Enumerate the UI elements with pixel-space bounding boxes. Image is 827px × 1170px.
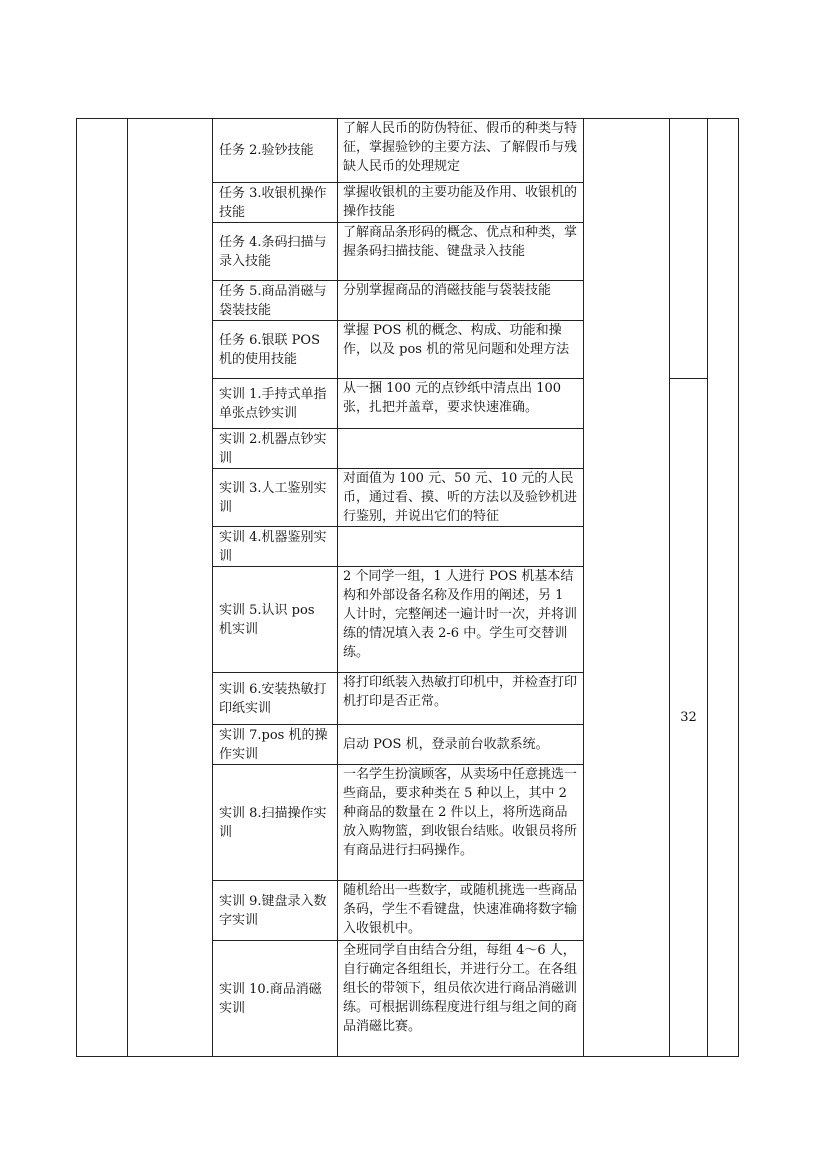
description-cell: 对面值为 100 元、50 元、10 元的人民币，通过看、摸、听的方法以及验钞机进行鉴别，并说出它们的特征 <box>338 469 584 527</box>
description-cell: 了解商品条形码的概念、优点和种类，掌握条码扫描技能、键盘录入技能 <box>338 223 584 281</box>
description-cell: 掌握 POS 机的概念、构成、功能和操作，以及 pos 机的常见问题和处理方法 <box>338 321 584 379</box>
task-cell: 实训 3.人工鉴别实训 <box>213 469 338 527</box>
description-cell: 分别掌握商品的消磁技能与袋装技能 <box>338 281 584 321</box>
description-cell: 将打印纸装入热敏打印机中，并检查打印机打印是否正常。 <box>338 673 584 725</box>
remarks-cell <box>708 119 739 1057</box>
task-cell: 实训 5.认识 pos 机实训 <box>213 567 338 673</box>
description-cell: 启动 POS 机，登录前台收款系统。 <box>338 725 584 765</box>
description-cell: 掌握收银机的主要功能及作用、收银机的操作技能 <box>338 183 584 223</box>
task-cell: 任务 3.收银机操作技能 <box>213 183 338 223</box>
description-cell: 了解人民币的防伪特征、假币的种类与特征，掌握验钞的主要方法、了解假币与残缺人民币的处理规定 <box>338 119 584 183</box>
description-cell: 2 个同学一组，1 人进行 POS 机基本结构和外部设备名称及作用的阐述，另 1 人计时，完整阐述一遍计时一次，并将训练的情况填入表 2-6 中。学生可交替训练。 <box>338 567 584 673</box>
task-cell: 实训 9.键盘录入数字实训 <box>213 881 338 941</box>
description-cell <box>338 527 584 567</box>
task-cell: 实训 10.商品消磁实训 <box>213 941 338 1057</box>
theory-hours-cell <box>670 119 708 379</box>
description-cell: 全班同学自由结合分组，每组 4～6 人，自行确定各组组长，并进行分工。在各组组长的带领下，组员依次进行商品消磁训练。可根据训练程度进行组与组之间的商品消磁比赛。 <box>338 941 584 1057</box>
task-cell: 实训 7.pos 机的操作实训 <box>213 725 338 765</box>
practice-hours-cell: 32 <box>670 379 708 1057</box>
task-cell: 实训 1.手持式单指单张点钞实训 <box>213 379 338 429</box>
task-cell: 任务 6.银联 POS 机的使用技能 <box>213 321 338 379</box>
task-cell: 实训 6.安装热敏打印纸实训 <box>213 673 338 725</box>
method-cell <box>584 119 670 1057</box>
description-cell: 从一捆 100 元的点钞纸中清点出 100 张，扎把并盖章，要求快速准确。 <box>338 379 584 429</box>
task-cell: 任务 5.商品消磁与袋装技能 <box>213 281 338 321</box>
task-cell: 实训 8.扫描操作实训 <box>213 765 338 881</box>
description-cell <box>338 429 584 469</box>
module-cell <box>77 119 128 1057</box>
table-row <box>77 119 739 183</box>
course-content-table <box>76 118 739 1057</box>
task-cell: 任务 4.条码扫描与录入技能 <box>213 223 338 281</box>
project-cell <box>128 119 213 1057</box>
description-cell: 随机给出一些数字，或随机挑选一些商品条码，学生不看键盘，快速准确将数字输入收银机中。 <box>338 881 584 941</box>
task-cell: 实训 2.机器点钞实训 <box>213 429 338 469</box>
task-cell: 任务 2.验钞技能 <box>213 119 338 183</box>
description-cell: 一名学生扮演顾客，从卖场中任意挑选一些商品，要求种类在 5 种以上，其中 2 种商品的数量在 2 件以上，将所选商品放入购物篮，到收银台结账。收银员将所有商品进行扫码操作。 <box>338 765 584 881</box>
task-cell: 实训 4.机器鉴别实训 <box>213 527 338 567</box>
